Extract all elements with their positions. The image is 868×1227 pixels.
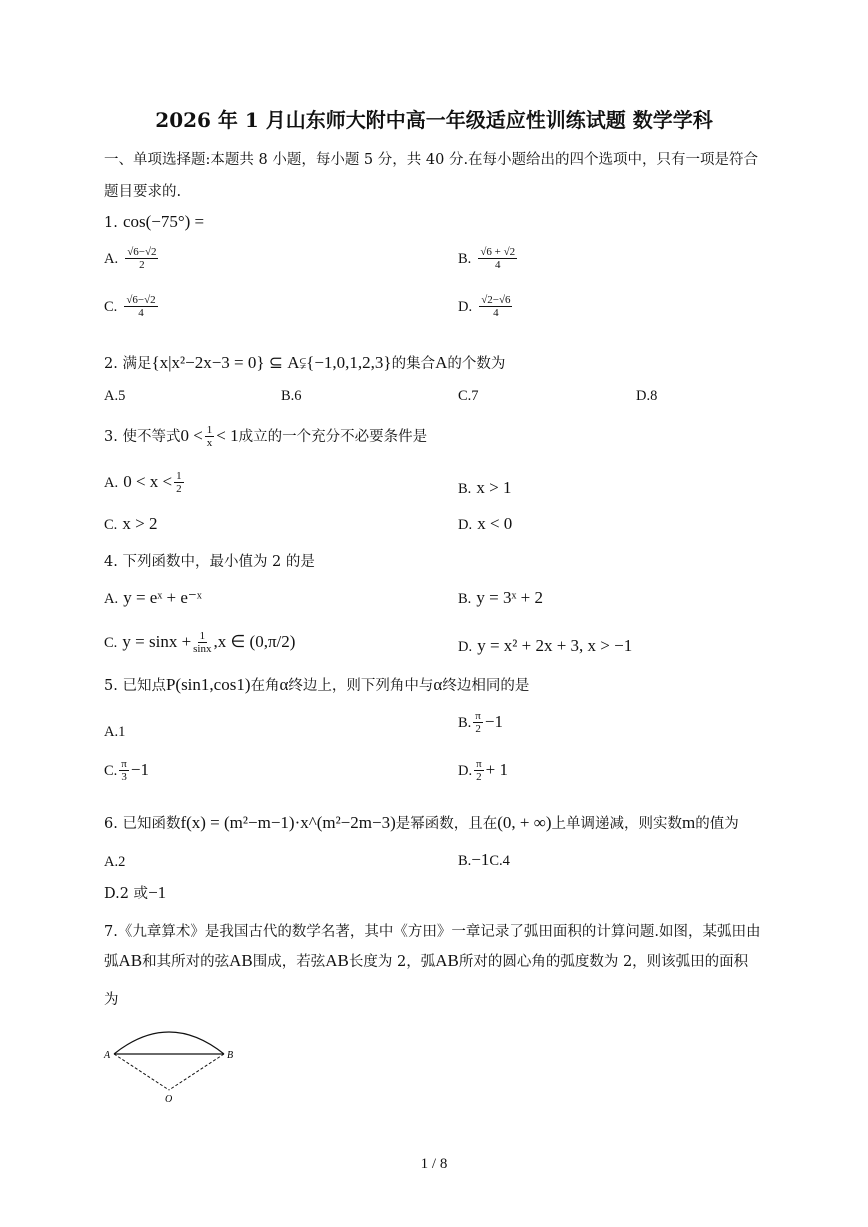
question-5-stem: [104, 674, 529, 695]
fraction: [478, 246, 517, 271]
stem-text: 上单调递减，则实数: [551, 816, 683, 832]
denominator: sinx: [193, 643, 212, 655]
question-2-option-a: A.5: [104, 388, 126, 404]
math-expression: m: [682, 813, 696, 832]
math-expression: y = 3ˣ + 2: [476, 588, 543, 607]
option-label: A.: [104, 475, 119, 491]
stem-text: 3. 使不等式: [104, 429, 181, 445]
option-label: B.: [458, 853, 472, 869]
arc-ab: [114, 1032, 224, 1054]
math-expression: + 1: [485, 760, 509, 779]
numerator: 1: [176, 470, 182, 482]
option-label: D.: [458, 299, 473, 315]
question-1-option-c: [104, 294, 160, 319]
radius-oa: [114, 1054, 169, 1090]
denominator: 2: [475, 723, 481, 735]
stem-text: 和其所对的弦: [142, 954, 230, 970]
question-3-option-a: [104, 470, 186, 495]
math-expression: < 1: [216, 426, 239, 445]
math-expression: AB: [118, 951, 143, 970]
math-expression: −1: [471, 850, 490, 869]
denominator: x: [206, 437, 213, 449]
math-expression: f(x) = (m²−m−1)·x^(m²−2m−3): [180, 813, 396, 832]
question-6-option-d: [104, 882, 166, 903]
question-1-option-b: [458, 246, 519, 271]
question-5-option-b: [458, 710, 503, 735]
stem-text: 的值为: [695, 816, 739, 832]
math-expression: y = eˣ + e⁻ˣ: [123, 588, 202, 607]
option-label: D.: [458, 517, 473, 533]
option-label: C.: [104, 763, 118, 779]
option-label: A.: [104, 591, 119, 607]
math-expression: AB: [435, 951, 459, 970]
denominator: 4: [493, 307, 499, 319]
math-expression: AB: [229, 951, 253, 970]
question-2-stem: [104, 352, 505, 373]
stem-text: 终边上，则下列角中与: [288, 678, 434, 694]
question-1-option-d: [458, 294, 514, 319]
page-number: 1 / 8: [420, 1156, 448, 1172]
math-symbol: ⫋: [299, 356, 307, 372]
math-expression: cos(−75°) =: [122, 212, 205, 231]
stem-text: 围成，若弦: [252, 954, 326, 970]
fraction: [205, 424, 215, 449]
numerator: π: [476, 758, 482, 770]
question-4-option-b: [458, 588, 543, 608]
question-6-option-b-c: [458, 850, 510, 870]
math-expression: α: [279, 675, 289, 694]
option-label: B.: [458, 591, 472, 607]
question-6-stem: [104, 812, 739, 833]
stem-text: 所对的圆心角的弧度数为 2，则该弧田的面积: [458, 954, 749, 970]
option-label: C.: [104, 299, 118, 315]
option-label: C.4: [489, 853, 510, 869]
option-label: D.: [458, 763, 473, 779]
option-label: B.: [458, 715, 472, 731]
math-expression: x > 1: [476, 478, 512, 497]
math-expression: (0, + ∞): [497, 813, 552, 832]
point-b-label: B: [227, 1050, 234, 1061]
math-expression: y = sinx +: [122, 632, 192, 651]
question-3-option-b: [458, 478, 511, 498]
math-expression: x > 2: [122, 514, 158, 533]
question-7-line3: 为: [104, 992, 119, 1008]
question-number: 1.: [104, 215, 118, 231]
stem-text: 是幂函数，且在: [395, 816, 498, 832]
math-expression: {x|x²−2x−3 = 0} ⊆ A: [151, 353, 300, 372]
question-6-option-a: A.2: [104, 854, 126, 870]
question-1-option-a: [104, 246, 160, 271]
stem-text: 5. 已知点: [104, 678, 166, 694]
question-5-option-c: [104, 758, 149, 783]
fraction: [125, 246, 158, 271]
math-expression: −1: [130, 760, 149, 779]
question-5-option-a: A.1: [104, 724, 126, 740]
denominator: 4: [495, 259, 501, 271]
section-heading-line2: 题目要求的.: [104, 184, 182, 200]
math-expression: α: [433, 675, 443, 694]
math-expression: y = x² + 2x + 3, x > −1: [477, 636, 633, 655]
math-expression: ,x ∈ (0,π/2): [213, 632, 296, 651]
numerator: π: [121, 758, 127, 770]
point-o-label: O: [165, 1094, 173, 1105]
stem-text: 在角: [250, 678, 280, 694]
math-expression: AB: [325, 951, 349, 970]
option-label: B.: [458, 251, 472, 267]
denominator: 4: [138, 307, 144, 319]
stem-text: 的集合: [391, 356, 436, 372]
arc-field-figure: [100, 1020, 250, 1108]
stem-text: 成立的一个充分不必要条件是: [238, 429, 428, 445]
fraction: [119, 758, 129, 783]
fraction: [193, 630, 211, 655]
stem-text: 2. 满足: [104, 356, 152, 372]
math-expression: −1: [148, 883, 167, 902]
fraction: [473, 710, 483, 735]
option-label: A.: [104, 251, 119, 267]
option-label: C.: [104, 517, 118, 533]
numerator: √6−√2: [126, 294, 156, 306]
denominator: 2: [139, 259, 145, 271]
question-4-option-a: [104, 588, 202, 608]
stem-text: 6. 已知函数: [104, 816, 181, 832]
numerator: √2−√6: [481, 294, 511, 306]
question-3-stem: [104, 424, 427, 449]
question-3-option-c: [104, 514, 157, 534]
numerator: √6 + √2: [480, 246, 516, 258]
question-4-stem: 4. 下列函数中，最小值为 2 的是: [104, 554, 315, 570]
question-7-line1: 7.《九章算术》是我国古代的数学名著，其中《方田》一章记录了弧田面积的计算问题.如图，某弧田由: [104, 924, 761, 940]
page-title: 2026 年 1 月山东师大附中高一年级适应性训练试题 数学学科: [155, 108, 713, 132]
denominator: 2: [476, 771, 482, 783]
fraction: [479, 294, 512, 319]
math-expression: −1: [484, 712, 503, 731]
math-expression: {−1,0,1,2,3}: [306, 353, 392, 372]
question-4-option-d: [458, 636, 632, 656]
math-expression: P(sin1,cos1): [165, 675, 251, 694]
numerator: √6−√2: [127, 246, 157, 258]
fraction: [124, 294, 157, 319]
numerator: 1: [199, 630, 206, 642]
question-2-option-b: B.6: [281, 388, 302, 404]
numerator: 1: [206, 424, 213, 436]
radius-ob: [169, 1054, 224, 1090]
fraction: [474, 758, 484, 783]
numerator: π: [475, 710, 481, 722]
math-expression: 0 <: [180, 426, 203, 445]
math-expression: x < 0: [477, 514, 513, 533]
option-label: B.: [458, 481, 472, 497]
option-label: C.: [104, 635, 118, 651]
stem-text: 弧: [104, 954, 119, 970]
math-expression: A: [435, 353, 448, 372]
option-label: D.: [458, 639, 473, 655]
section-heading-line1: 一、单项选择题:本题共 8 小题，每小题 5 分，共 40 分.在每小题给出的四个选项中，只有一项是符合: [104, 152, 759, 168]
question-2-option-c: C.7: [458, 388, 479, 404]
question-5-option-d: [458, 758, 508, 783]
stem-text: 终边相同的是: [442, 678, 530, 694]
question-3-option-d: [458, 514, 512, 534]
fraction: [174, 470, 184, 495]
denominator: 3: [121, 771, 127, 783]
math-expression: 0 < x <: [123, 472, 173, 491]
option-label: D.2 或: [104, 886, 149, 902]
stem-text: 的个数为: [447, 356, 506, 372]
question-4-option-c: [104, 630, 295, 655]
question-1-stem: [104, 212, 204, 232]
point-a-label: A: [104, 1050, 111, 1061]
question-2-option-d: D.8: [636, 388, 658, 404]
question-7-line2: [104, 950, 748, 971]
stem-text: 长度为 2，弧: [348, 954, 436, 970]
denominator: 2: [176, 483, 182, 495]
